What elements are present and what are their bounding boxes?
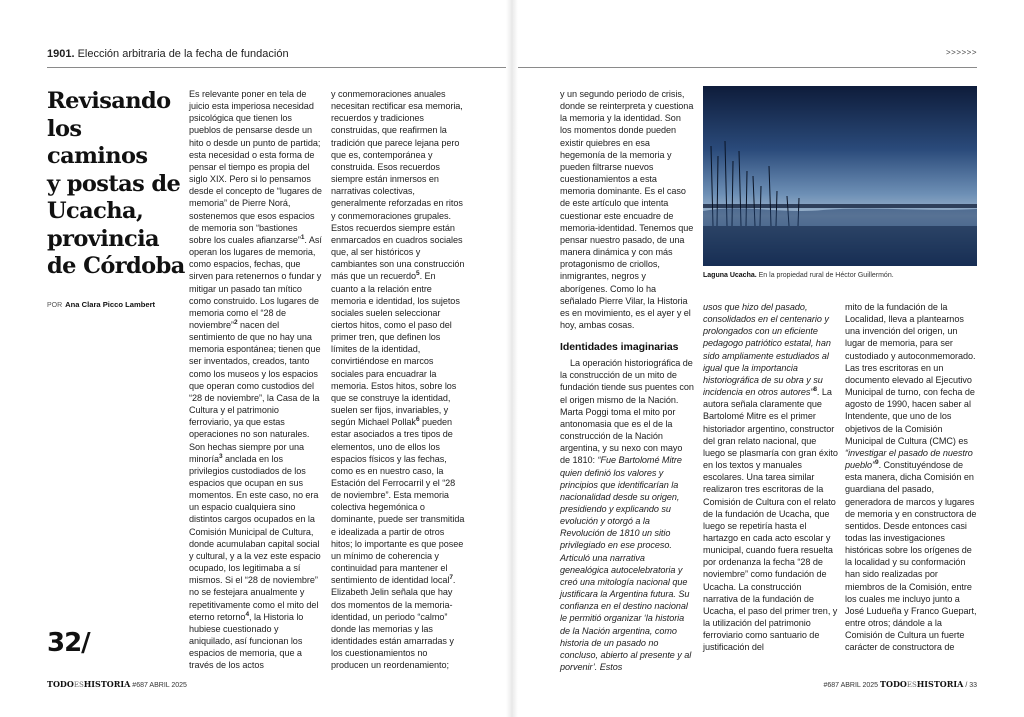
footnote-ref: 8 [813, 386, 817, 394]
brand-part: TODO [47, 679, 74, 689]
footnote-ref: 1 [300, 233, 305, 241]
paragraph [845, 301, 977, 654]
paragraph [560, 357, 694, 673]
quote-text: “Fue Bartolomé Mitre quien definió los valores y principios que identificarían la nacionalidad desde su origen, presidiendo y explicando su evolución y otorgó a la Revolución de 1810 un sitio privilegiado en ese proceso. Articuló una narrativa genealógica autocelebratoria y creó una mitología nacional que justificara la Argentina futura. Su confianza en el destino nacional le permitió organizar ‘la historia de la Nación argentina, como historia de un pasado no concluso, abierto al presente y al porvenir’. Estos [560, 455, 692, 673]
footnote-ref: 5 [416, 270, 420, 278]
paragraph [560, 88, 694, 331]
subhead: Identidades imaginarias [560, 341, 679, 354]
paragraph [703, 301, 838, 654]
byline-prefix: POR [47, 302, 63, 309]
footnote-ref: 3 [218, 452, 223, 460]
caption-text: En la propiedad rural de Héctor Guillermón. [758, 272, 894, 279]
column-3-top [560, 88, 694, 331]
text-run: . Así operan los lugares de memoria, como espacios, fechas, que sirven para retenernos o fundar y mitigar un pasado tan mítico como construido. Los lugares de memoria como el “28 de noviembre” [189, 234, 322, 330]
text-run: mito de la fundación de la Localidad, lleva a plantearnos una invención del origen, un lugar de memoria, para ser custodiado y autoconmemorado. Las tres escritoras en un documento elevado al Ejecutivo Municipal de turno, con fecha de agosto de 1990, hacen saber al Intendente, que uno de los objetivos de la Comisión Municipal de Cultura (CMC) es [845, 302, 976, 446]
footnote-ref: 6 [415, 416, 420, 424]
text-run: . Constituyéndose de esta manera, dicha Comisión en guardiana del pasado, generadora de marcos y lugares de memoria y en constructora de sentidos. Desde entonces casi todas las investigaciones históricas sobre los orígenes de la localidad y su conformación han sido realizadas por miembros de la Comisión, entre los cuales me incluyo junto a José Ludueña y Franco Guepart, entre otros; dándole a la Comisión de Cultura un fuerte carácter de constructora de [845, 460, 977, 653]
paragraph [331, 88, 465, 672]
paragraph [189, 88, 322, 672]
text-run: y un segundo periodo de crisis, donde se reinterpreta y cuestiona la memoria y la identidad. Son los momentos donde pueden existir quiebres en esa hegemonía de la memoria y pueden filtrarse nuevos cuestionamientos a esta memoria dominante. Es el caso de este artículo que intenta cuestionar este encuadre de memoria-identidad. Tenemos que pensar nuestro pasado, de una manera dinámica y con más protagonismo de criollos, inmigrantes, negros y aborígenes. Como lo ha señalado Pierre Vilar, la Historia es en movimiento, es el ayer y el hoy, ambas cosas. [560, 89, 694, 330]
footnote-ref: 7 [449, 574, 453, 582]
body-column-3 [560, 88, 694, 673]
text-run: . Elizabeth Jelin señala que hay dos momentos de la memoria-identidad, un periodo “calmo” donde las memorias y las identidades están amarradas y los cuestionamientos no producen un reordenamiento; [331, 575, 456, 671]
title-line: y postas de [47, 170, 181, 197]
quote-text: “investigar el pasado de nuestro pueblo” [845, 447, 973, 471]
text-run: . En cuanto a la relación entre memoria e identidad, los sujetos sociales suelen seleccionar ciertos hitos, como el paso del primer tren, que definen los límites de la identidad, convirtiéndose en marcos sociales para encuadrar la memoria. Estos hitos, sobre los que se construye la identidad, suelen ser fijos, invariables, y según Michael Pollak [331, 271, 460, 428]
title-line: los caminos [47, 115, 148, 169]
body-column-4 [703, 301, 838, 654]
body-column-1 [189, 88, 322, 672]
column-3-bottom [560, 357, 694, 673]
text-run: nacen del sentimiento de que no hay una memoria espontánea; tienen que ser inventados, creados, tanto como los museos y los espacios que operan como custodios del “28 de noviembre”, la Casa de la Cultura y el patrimonio ferroviario, ya que estas operaciones no son naturales. Son hechas siempre por una minoría [189, 319, 321, 464]
footer-issue-right: #687 ABRIL 2025 [823, 682, 879, 689]
lagoon-photo [703, 86, 977, 266]
page-gutter [506, 0, 518, 717]
text-run: anclada en los privilegios custodiados de los espacios que ocupan en sus momentos. En este caso, no era un espacio cualquiera sino distintos cargos ocupados en la Comisión Municipal de Cultura, donde acumulaban capital social y cultural, y a la vez este espacio ocupado, los legitimaba a sí mismos. Si el “28 de noviembre” no se festejara anualmente y repetitivamente como el mito del eterno retorno [189, 453, 321, 622]
footnote-ref: 2 [234, 318, 238, 326]
text-run: pueden estar asociados a tres tipos de elementos, uno de ellos los espacios físicos y las fechas, como es en nuestro caso, la Estación del Ferrocarril y el “28 de noviembre”. Esta memoria colectiva hegemónica o dominante, puede ser transmitida e idealizada a partir de otros hitos; lo importante es que posee un mínimo de coherencia y continuidad para mantener el sentimiento de identidad local [331, 417, 465, 586]
footer-right [823, 679, 977, 689]
brand-part: ES [906, 681, 917, 689]
page-number-right: / 33 [965, 682, 977, 689]
footer-issue-left: #687 ABRIL 2025 [132, 682, 187, 689]
footnote-ref: 9 [875, 459, 879, 466]
caption-title: Laguna Ucacha. [703, 272, 757, 279]
quote-text: usos que hizo del pasado, consolidados en el centenario y prolongados con un eficiente pedagogo patriótico estatal, han sido ampliamente estudiados al igual que la importancia historiográfica de su obra y su incidencia en otros autores” [703, 302, 831, 398]
photo-caption [703, 272, 977, 279]
title-line: de Córdoba [47, 253, 185, 279]
section-header [47, 48, 289, 60]
footnote-ref: 4 [245, 610, 250, 618]
body-column-2 [331, 88, 465, 672]
brand-part: ES [73, 681, 84, 689]
text-run: . La autora señala claramente que Bartolomé Mitre es el primer historiador argentino, constructor del gran relato nacional, que luego se plasmaría con gran éxito en los textos y manuales escolares. Una tarea similar realizaron tres escritoras de la Comisión de Cultura con el relato de la fundación de Ucacha, que luego se repetiría hasta el hartazgo en cada acto escolar y municipal, cuando fuera resuelta por ordenanza la fecha “28 de noviembre” como fundación de Ucacha. La construcción narrativa de la fundación de Ucacha, el paso del primer tren, y la utilización del patrimonio ferroviario como santuario de justificación del [703, 387, 838, 653]
text-run: La operación historiográfica de la construcción de un mito de fundación tiende sus puentes con el origen mismo de la Nación. Marta Poggi toma el mito por antonomasia que es el de la construcción de la Nación argentina, y su nexo con mayo de 1810: [560, 358, 694, 466]
title-line: provincia [47, 225, 159, 252]
text-run: , la Historia lo hubiese cuestionado y aniquilado, así funcionan los espacios de memoria, que a través de los actos [189, 611, 304, 671]
brand-part: HISTORIA [916, 679, 964, 689]
footer-left [47, 679, 187, 689]
footer-brand-right [880, 679, 963, 689]
section-number: 1901. [47, 48, 75, 60]
header-rule-left [47, 67, 506, 68]
article-title [47, 88, 185, 281]
title-line: Revisando [47, 88, 171, 114]
body-column-5 [845, 301, 977, 654]
section-title: Elección arbitraria de la fecha de fundación [77, 48, 289, 60]
text-run: Es relevante poner en tela de juicio esta imperiosa necesidad psicológica que tienen los pueblos de pensarse desde un hito o desde un punto de partida; esta necesidad o esta forma de pensar el tiempo es propia del siglo XIX. Pero si lo pensamos desde el concepto de “lugares de memoria” de Pierre Norá, sostenemos que esos espacios de memoria son “bastiones sobre los cuales afianzarse” [189, 89, 322, 245]
text-run: y conmemoraciones anuales necesitan rectificar esa memoria, recuerdos y tradiciones construidas, que reafirmen la tradición que parece lejana pero que es, contemporánea y construida. Esos recuerdos siempre están inmersos en narrativas colectivas, generalmente reforzadas en ritos y conmemoraciones grupales. Estos recuerdos siempre están enmarcados en cuadros sociales que, al ser históricos y cambiantes son una construcción más que un recuerdo [331, 89, 465, 282]
brand-part: TODO [880, 679, 907, 689]
continue-arrows: >>>>>> [945, 48, 977, 57]
footer-brand-left [47, 679, 130, 689]
header-rule-right [518, 67, 977, 68]
brand-part: HISTORIA [83, 679, 131, 689]
byline [47, 300, 155, 309]
page-number-left: 32/ [47, 628, 90, 658]
author-name: Ana Clara Picco Lambert [65, 300, 156, 309]
title-line: Ucacha, [47, 198, 144, 224]
